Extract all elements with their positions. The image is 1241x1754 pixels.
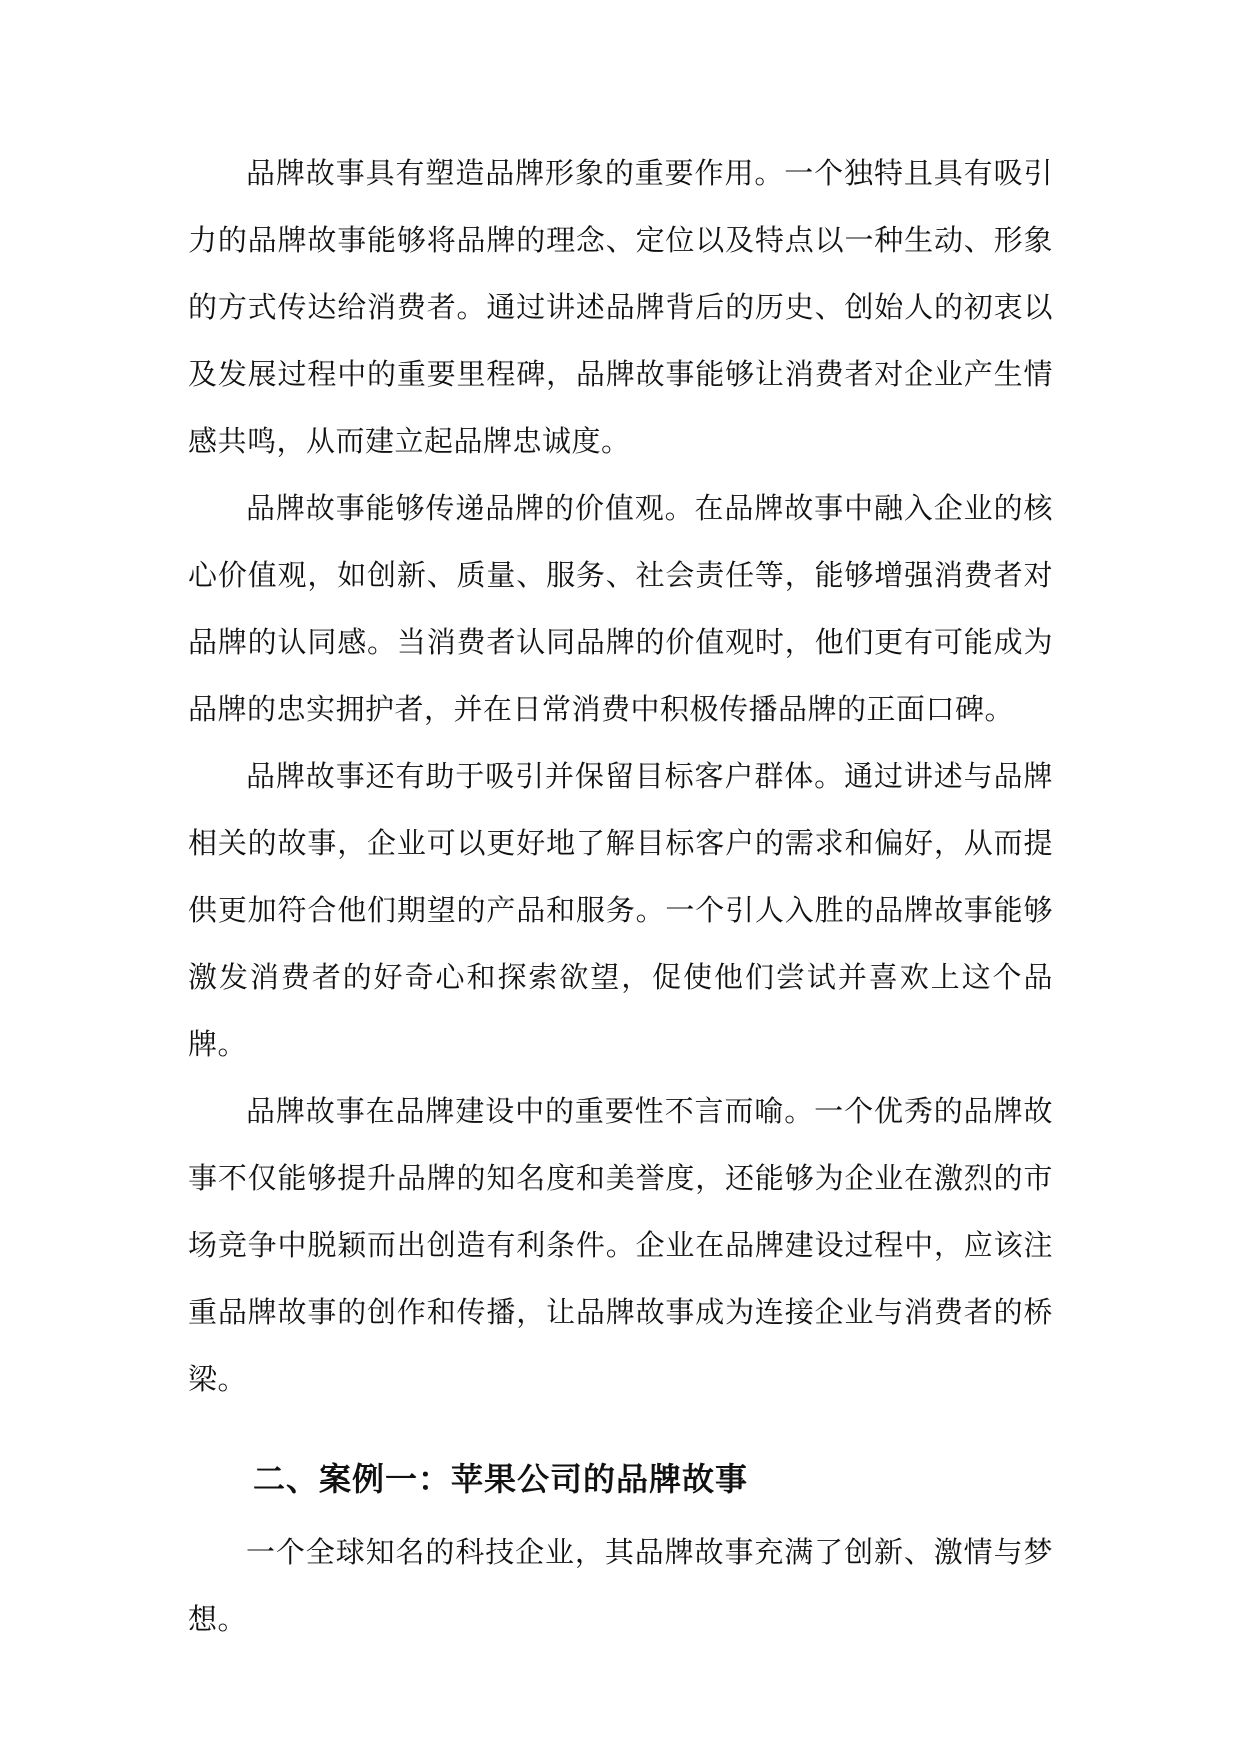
paragraph-case-intro: 一个全球知名的科技企业，其品牌故事充满了创新、激情与梦想。 [188, 1535, 1053, 1636]
paragraph-brand-values: 品牌故事能够传递品牌的价值观。在品牌故事中融入企业的核心价值观，如创新、质量、服务、社会责任等，能够增强消费者对品牌的认同感。当消费者认同品牌的价值观时，他们更有可能成为品牌的忠实拥护者，并在日常消费中积极传播品牌的正面口碑。 [188, 491, 1053, 726]
paragraph-target-customers: 品牌故事还有助于吸引并保留目标客户群体。通过讲述与品牌相关的故事，企业可以更好地了解目标客户的需求和偏好，从而提供更加符合他们期望的产品和服务。一个引人入胜的品牌故事能够激发消费者的好奇心和探索欲望，促使他们尝试并喜欢上这个品牌。 [188, 759, 1053, 1061]
document-body [188, 140, 1053, 1653]
paragraph-importance: 品牌故事在品牌建设中的重要性不言而喻。一个优秀的品牌故事不仅能够提升品牌的知名度和美誉度，还能够为企业在激烈的市场竞争中脱颖而出创造有利条件。企业在品牌建设过程中，应该注重品牌故事的创作和传播，让品牌故事成为连接企业与消费者的桥梁。 [188, 1094, 1053, 1396]
section-heading: 二、案例一：苹果公司的品牌故事 [253, 1460, 749, 1498]
paragraph-brand-image: 品牌故事具有塑造品牌形象的重要作用。一个独特且具有吸引力的品牌故事能够将品牌的理念、定位以及特点以一种生动、形象的方式传达给消费者。通过讲述品牌背后的历史、创始人的初衷以及发展过程中的重要里程碑，品牌故事能够让消费者对企业产生情感共鸣，从而建立起品牌忠诚度。 [188, 156, 1053, 458]
